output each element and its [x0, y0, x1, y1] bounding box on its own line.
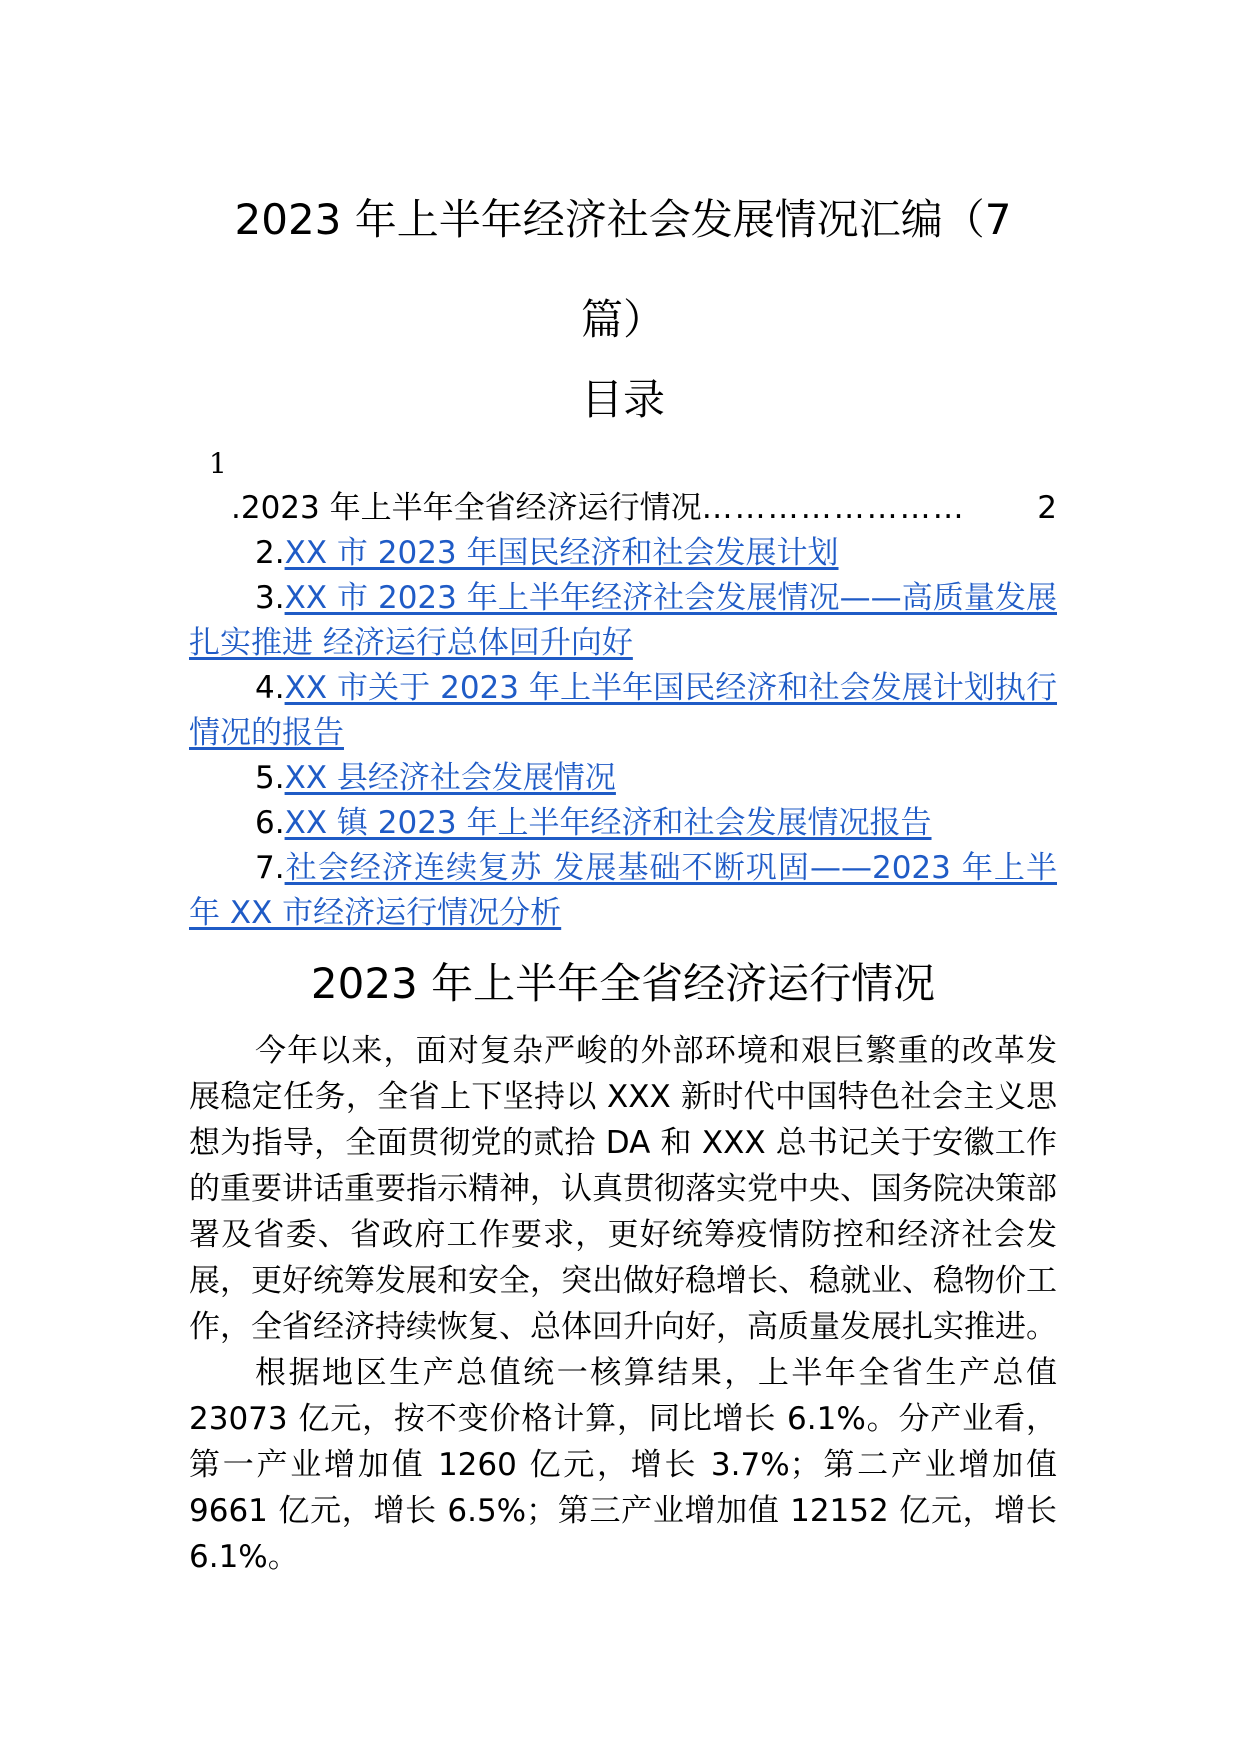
toc-entry-2: [189, 531, 1057, 576]
toc-entry-page: 2: [1037, 490, 1057, 526]
toc-entry-1[interactable]: [189, 486, 1057, 531]
body-paragraph-1: 今年以来，面对复杂严峻的外部环境和艰巨繁重的改革发展稳定任务，全省上下坚持以 XXX 新时代中国特色社会主义思想为指导，全面贯彻党的贰拾 DA 和 XXX 总书记关于安徽工作的重要讲话重要指示精神，认真贯彻落实党中央、国务院决策部署及省委、省政府工作要求，更好统筹疫情防控和经济社会发展，更好统筹发展和安全，突出做好稳增长、稳就业、稳物价工作，全省经济持续恢复、总体回升向好，高质量发展扎实推进。: [189, 1033, 1058, 1345]
toc-entry-7: [189, 846, 1057, 936]
document-page: [189, 150, 1057, 1580]
toc-link[interactable]: XX 市 2023 年国民经济和社会发展计划: [284, 535, 839, 571]
toc-entry-prefix: 6.: [255, 805, 285, 841]
toc-entry-prefix: 2.: [255, 535, 285, 571]
toc-page-number: 1: [209, 447, 227, 480]
toc-link[interactable]: XX 市关于 2023 年上半年国民经济和社会发展计划执行情况的报告: [189, 670, 1057, 751]
table-of-contents: [189, 486, 1057, 936]
toc-entry-prefix: 7.: [255, 850, 285, 886]
toc-link[interactable]: 社会经济连续复苏 发展基础不断巩固——2023 年上半年 XX 市经济运行情况分析: [189, 850, 1057, 931]
toc-entry-prefix: 3.: [255, 580, 285, 616]
toc-entry-6: [189, 801, 1057, 846]
document-title-line-1: 2023 年上半年经济社会发展情况汇编（7: [234, 195, 1012, 244]
toc-link[interactable]: XX 市 2023 年上半年经济社会发展情况——高质量发展扎实推进 经济运行总体回升向好: [189, 580, 1057, 661]
toc-entry-prefix: 4.: [255, 670, 285, 706]
document-title-line-2: 篇）: [580, 295, 665, 344]
toc-entry-prefix: 5.: [255, 760, 285, 796]
toc-heading: 目录: [580, 375, 665, 424]
body-paragraph-2: 根据地区生产总值统一核算结果，上半年全省生产总值 23073 亿元，按不变价格计算，同比增长 6.1%。分产业看，第一产业增加值 1260 亿元，增长 3.7%；第二产业增加值 9661 亿元，增长 6.5%；第三产业增加值 12152 亿元，增长 6.1%。: [189, 1355, 1057, 1575]
toc-link[interactable]: XX 县经济社会发展情况: [284, 760, 616, 796]
toc-entry-text: 2023 年上半年全省经济运行情况: [240, 490, 702, 526]
section-title: 2023 年上半年全省经济运行情况: [310, 959, 936, 1008]
toc-entry-3: [189, 576, 1057, 666]
toc-entry-4: [189, 666, 1057, 756]
toc-link[interactable]: XX 镇 2023 年上半年经济和社会发展情况报告: [284, 805, 932, 841]
toc-entry-5: [189, 756, 1057, 801]
document-title: [189, 170, 1057, 370]
toc-entry-prefix: .: [231, 490, 241, 526]
toc-leader-dots: ……………………: [701, 490, 966, 526]
